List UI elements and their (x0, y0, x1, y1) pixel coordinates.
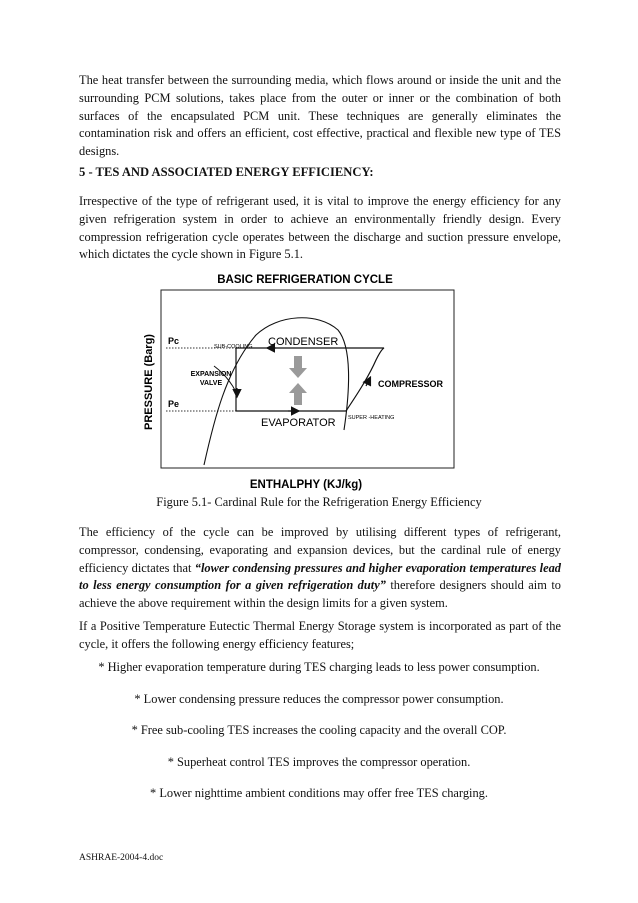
bullet-item: * Higher evaporation temperature during TES charging leads to less power consumption. (98, 660, 540, 674)
evaporating-pressure-up-arrow (289, 383, 307, 405)
pc-label: Pc (168, 336, 180, 346)
bullet-item: * Lower condensing pressure reduces the compressor power consumption. (134, 692, 504, 706)
paragraph-cycle-improvement (79, 524, 561, 613)
bullet-item: * Free sub-cooling TES increases the cooling capacity and the overall COP. (131, 723, 507, 737)
bullet-item: * Lower nighttime ambient conditions may offer free TES charging. (150, 786, 488, 800)
y-axis-label: PRESSURE (Barg) (143, 334, 155, 430)
x-axis-label: ENTHALPHY (KJ/kg) (249, 479, 363, 491)
pe-label: Pe (168, 399, 180, 409)
expansion-label-line1: EXPANSION (190, 371, 232, 378)
paragraph-pcm-heat-transfer: The heat transfer between the surrounding media, which flows around or inside the unit and the surrounding PCM solutions, takes place from the outer or inner or the combination of both surfaces of the encapsulated PCM unit. These techniques are generally eliminates the contamination risk and offers an efficient, cost effective, practical and flexible new type of TES designs. (79, 73, 561, 159)
compressor-label: COMPRESSOR (378, 379, 444, 389)
condensing-pressure-down-arrow (289, 356, 307, 378)
section-heading: 5 - TES AND ASSOCIATED ENERGY EFFICIENCY: (79, 165, 374, 179)
sub-cooling-label: SUB-COOLING (214, 344, 253, 350)
super-heating-label: SUPER -HEATING (348, 415, 395, 421)
paragraph-tes-features: If a Positive Temperature Eutectic Thermal Energy Storage system is incorporated as part of the cycle, it offers the following energy efficiency features; (79, 619, 561, 651)
bullet-item: * Superheat control TES improves the compressor operation. (167, 755, 471, 769)
condenser-label: CONDENSER (268, 336, 339, 348)
figure-title: BASIC REFRIGERATION CYCLE (217, 274, 393, 286)
paragraph-energy-efficiency: Irrespective of the type of refrigerant used, it is vital to improve the energy efficiency for any given refrigeration system in order to achieve an environmentally friendly design. Every compression refrigeration cycle operates between the discharge and suction pressure envelope, which dictates the cycle shown in Figure 5.1. (79, 194, 561, 262)
evaporator-label: EVAPORATOR (261, 417, 336, 429)
paragraph-cycle-end: therefore designers should aim to achieve the above requirement within the design limits for a given system. (79, 578, 561, 611)
paragraph-cycle-start: The efficiency of the cycle can be improved by utilising different types of refrigerant, compressor, condensing, evaporating and expansion devices, but the cardinal rule of energy efficiency dictates that (79, 525, 561, 575)
expansion-label-line2: VALVE (199, 380, 223, 387)
figure-caption: Figure 5.1- Cardinal Rule for the Refrigeration Energy Efficiency (156, 495, 482, 509)
footer-filename: ASHRAE-2004-4.doc (79, 853, 164, 863)
cardinal-rule-quote: “lower condensing pressures and higher evaporation temperatures lead to less energy consumption for a given refrigeration duty” (79, 560, 561, 593)
